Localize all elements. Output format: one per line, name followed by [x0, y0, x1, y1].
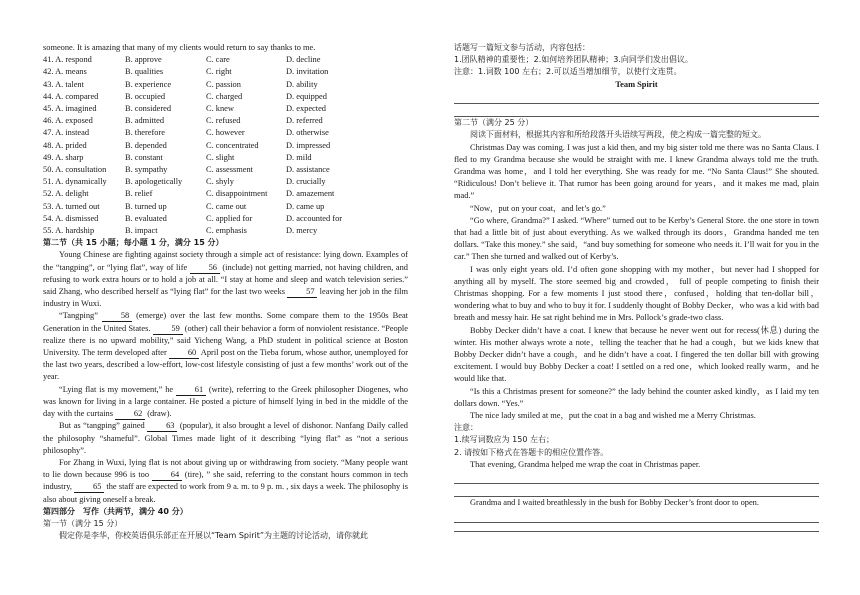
- option-row: [43, 213, 408, 225]
- option-row: [43, 176, 408, 188]
- grammar-paragraph-4: But as “tangping” gained 63 (popular), it also brought a level of dishonor. Nanfang Daily called the philosophy “shameful”. Global Times made light of it describing “lying flat” as “not a serious philosophy”.: [43, 421, 408, 455]
- blank-58[interactable]: 58: [102, 311, 132, 322]
- option-choice[interactable]: C. assessment: [206, 165, 253, 175]
- option-choice[interactable]: B. constant: [125, 152, 163, 162]
- option-choice[interactable]: 48. A. prided: [43, 140, 87, 150]
- note-item: 1.续写词数应为 150 左右；: [454, 435, 554, 445]
- note-item: 2. 请按如下格式在答题卡的相应位置作答。: [454, 447, 609, 457]
- writing-section1-prompt: 假定你是李华，你校英语俱乐部正在开展以“Team Spirit”为主题的讨论活动，请你就此: [59, 531, 369, 541]
- options-table: [43, 54, 408, 237]
- option-choice[interactable]: C. concentrated: [206, 140, 259, 150]
- writing-note: 注意：1.词数 100 左右；2.可以适当增加细节，以使行文连贯。: [454, 67, 682, 77]
- answer-line[interactable]: [454, 523, 819, 532]
- option-choice[interactable]: B. occupied: [125, 91, 166, 101]
- option-row: [43, 79, 408, 91]
- option-row: [43, 152, 408, 164]
- option-choice[interactable]: C. disappointment: [206, 189, 268, 199]
- note-title: 注意：: [454, 423, 478, 433]
- grammar-paragraph-1: Young Chinese are fighting against society through a simple act of resistance: lying down. Examples of the “tangping”, or “lying flat”, way of life 56 (include) not getting married, not having children, and refusing to work extra hours or to hold a job at all. “I stay at home and sleep and watch television series.” said Zhang, who described herself as “lying flat” for the last two weeks 57 leaving her job in the film industry in Wuxi.: [43, 250, 409, 309]
- blank-64[interactable]: 64: [152, 470, 182, 481]
- option-choice[interactable]: D. expected: [286, 104, 326, 114]
- option-row: [43, 164, 408, 176]
- story-paragraph: “Go where, Grandma?” I asked. “Where” turned out to be Kerby’s General Store. the one store in town that had a little bit of just about everything. As we walked through its doors，Grandma handed me ten dollars. “Take this money.” she said，“and buy something for someone who needs it. I’ll wait for you in the car.” Then she turned and walked out of Kerby’s.: [454, 215, 819, 262]
- writing-points: 1.团队精神的重要性；2.如何培养团队精神；3.向同学们发出倡议。: [454, 55, 693, 65]
- option-choice[interactable]: D. came up: [286, 201, 325, 211]
- option-choice[interactable]: C. knew: [206, 104, 234, 114]
- option-choice[interactable]: B. qualities: [125, 67, 164, 77]
- option-choice[interactable]: 54. A. dismissed: [43, 213, 99, 223]
- part4-heading: 第四部分 写作（共两节，满分 40 分）: [43, 506, 188, 516]
- option-choice[interactable]: C. slight: [206, 152, 235, 162]
- answer-line[interactable]: [454, 471, 819, 484]
- writing-section1-heading: 第一节（满分 15 分）: [43, 518, 123, 528]
- option-row: [43, 66, 408, 78]
- story-paragraph: Christmas Day was coming. I was just a kid then, and my big sister told me there was no Santa Claus. I fled to my Grandma because she would be straight with me. I knew Grandma always told me the truth. Grandma was home，and I told her everything. She was ready for me. “No Santa Claus!” She shouted. “Ridiculous! Don’t believe it. That rumor has been going around for years，and it makes me mad, plain mad.”: [454, 142, 819, 201]
- story-paragraph: Bobby Decker didn’t have a coat. I knew that because he never went out for recess(休息) during the winter. His mother always wrote a note，telling the teacher that he had a cough，but we kids knew that Bobby Decker didn’t have a cough，and he didn’t have a coat. I fingered the ten dollar bill with growing excitement. I would buy Bobby Decker a coat! I settled on a red one，which looked really warm，and he would like that.: [454, 325, 819, 384]
- option-choice[interactable]: D. referred: [286, 116, 323, 126]
- option-choice[interactable]: D. mercy: [286, 226, 318, 236]
- option-choice[interactable]: 46. A. exposed: [43, 116, 93, 126]
- section2-heading: 第二节（共 15 小题；每小题 1 分，满分 15 分）: [43, 238, 224, 248]
- option-choice[interactable]: B. sympathy: [125, 165, 168, 175]
- option-choice[interactable]: D. mild: [286, 152, 312, 162]
- option-choice[interactable]: B. admitted: [125, 116, 165, 126]
- grammar-paragraph-5: For Zhang in Wuxi, lying flat is not about giving up or withdrawing from society. “Many people want to lie down because 996 is too 64 (tire), ” she said, referring to the constant hours common in tech industry, 65 the staff are expected to work from 9 a. m. to 9 p. m. , six days a week. The philosophy is also about giving oneself a break.: [43, 457, 408, 504]
- writing-prompt-continued: 话题写一篇短文参与活动，内容包括：: [454, 43, 590, 52]
- option-choice[interactable]: B. turned up: [125, 201, 167, 211]
- continuation-start-2: Grandma and I waited breathlessly in the bush for Bobby Decker’s front door to open.: [470, 498, 759, 508]
- writing-section2-intro: 阅读下面材料，根据其内容和所给段落开头语续写两段，使之构成一篇完整的短文。: [470, 130, 766, 140]
- option-choice[interactable]: C. care: [206, 55, 230, 65]
- blank-63[interactable]: 63: [147, 421, 177, 432]
- option-choice[interactable]: D. accounted for: [286, 213, 343, 223]
- option-row: [43, 140, 408, 152]
- option-choice[interactable]: C. refused: [206, 116, 241, 126]
- option-choice[interactable]: C. charged: [206, 91, 243, 101]
- writing-section2-heading: 第二节（满分 25 分）: [454, 118, 534, 128]
- option-choice[interactable]: B. experience: [125, 79, 172, 89]
- option-choice[interactable]: 43. A. talent: [43, 79, 84, 89]
- option-row: [43, 225, 408, 237]
- option-row: [43, 91, 408, 103]
- option-choice[interactable]: B. approve: [125, 55, 162, 65]
- option-choice[interactable]: 53. A. turned out: [43, 201, 100, 211]
- option-choice[interactable]: 42. A. means: [43, 67, 87, 77]
- essay-title: Team Spirit: [615, 79, 658, 89]
- option-choice[interactable]: D. impressed: [286, 140, 331, 150]
- option-choice[interactable]: C. passion: [206, 79, 241, 89]
- blank-60[interactable]: 60: [169, 348, 199, 359]
- option-row: [43, 188, 408, 200]
- answer-line[interactable]: [454, 104, 819, 117]
- option-choice[interactable]: 52. A. delight: [43, 189, 89, 199]
- blank-62[interactable]: 62: [115, 409, 145, 420]
- option-row: [43, 54, 408, 66]
- option-choice[interactable]: 49. A. sharp: [43, 152, 84, 162]
- option-choice[interactable]: D. equipped: [286, 91, 327, 101]
- option-choice[interactable]: D. crucially: [286, 177, 326, 187]
- option-choice[interactable]: D. ability: [286, 79, 318, 89]
- option-choice[interactable]: 55. A. hardship: [43, 226, 95, 236]
- answer-line[interactable]: [454, 91, 819, 104]
- story-paragraph: I was only eight years old. I’d often gone shopping with my mother，but never had I shopped for anything all by myself. The store seemed big and crowded， full of people competing to finish their Christmas shopping. For a few moments I just stood there，confused，holding that ten-dollar bill，wondering what to buy and who to buy it for. I suddenly thought of Bobby Decker，who was a kid with bad breath and messy hair. He sat right behind me in Mrs. Pollock’s grade-two class.: [454, 264, 819, 323]
- story-paragraph: “Now，put on your coat，and let’s go.”: [470, 203, 606, 213]
- answer-line[interactable]: [454, 510, 819, 523]
- option-choice[interactable]: 44. A. compared: [43, 91, 99, 101]
- option-row: [43, 103, 408, 115]
- blank-59[interactable]: 59: [153, 324, 183, 335]
- story-paragraph: “Is this a Christmas present for someone?” the lady behind the counter asked kindly，as I laid my ten dollars down. “Yes.”: [454, 386, 819, 408]
- grammar-paragraph-2: “Tangping” 58 (emerge) over the last few months. Some compare them to the 1950s Beat Generation in the United States. 59 (other) call their behavior a form of nonviolent resistance. “People realize there is no upward mobility,” said Yicheng Wang, a PhD student in political science at Boston University. The term developed after 60 April post on the Tieba forum, whose author, unemployed for the last two years, described a low-effort, low-cost lifestyle consisting of just a few months’ work out of the year.: [43, 311, 408, 382]
- passage-end-line: someone. It is amazing that many of my clients would return to say thanks to me.: [43, 43, 316, 52]
- continuation-start-1: That evening, Grandma helped me wrap the coat in Christmas paper.: [470, 459, 701, 469]
- blank-61[interactable]: 61: [176, 385, 206, 396]
- option-choice[interactable]: C. came out: [206, 201, 247, 211]
- option-choice[interactable]: 50. A. consultation: [43, 165, 107, 175]
- blank-56[interactable]: 56: [190, 263, 220, 274]
- blank-57[interactable]: 57: [287, 287, 317, 298]
- option-choice[interactable]: 41. A. respond: [43, 55, 92, 65]
- option-choice[interactable]: C. however: [206, 128, 245, 138]
- option-row: [43, 201, 408, 213]
- option-row: [43, 127, 408, 139]
- option-choice[interactable]: C. right: [206, 67, 232, 77]
- option-choice[interactable]: B. depended: [125, 140, 167, 150]
- option-choice[interactable]: D. invitation: [286, 67, 329, 77]
- option-choice[interactable]: C. applied for: [206, 213, 253, 223]
- answer-line[interactable]: [454, 484, 819, 497]
- left-column: [43, 42, 408, 542]
- option-choice[interactable]: D. otherwise: [286, 128, 329, 138]
- grammar-paragraph-3: “Lying flat is my movement,” he 61 (write), referring to the Greek philosopher Diogenes, who was known for living in a large container. He posted a picture of himself lying in bed in the middle of the day with the curtains 62 (draw).: [43, 384, 408, 419]
- option-choice[interactable]: B. therefore: [125, 128, 165, 138]
- option-choice[interactable]: 45. A. imagined: [43, 104, 97, 114]
- story-paragraph: The nice lady smiled at me，put the coat in a bag and wished me a Merry Christmas.: [470, 411, 756, 421]
- right-column: [454, 42, 819, 532]
- option-row: [43, 115, 408, 127]
- option-choice[interactable]: D. amazement: [286, 189, 335, 199]
- option-choice[interactable]: B. impact: [125, 226, 158, 236]
- option-choice[interactable]: B. relief: [125, 189, 153, 199]
- option-choice[interactable]: C. emphasis: [206, 226, 247, 236]
- option-choice[interactable]: 47. A. instead: [43, 128, 90, 138]
- option-choice[interactable]: D. assistance: [286, 165, 330, 175]
- option-choice[interactable]: B. evaluated: [125, 213, 167, 223]
- option-choice[interactable]: B. considered: [125, 104, 172, 114]
- option-choice[interactable]: D. decline: [286, 55, 321, 65]
- option-choice[interactable]: 51. A. dynamically: [43, 177, 107, 187]
- option-choice[interactable]: C. shyly: [206, 177, 234, 187]
- blank-65[interactable]: 65: [74, 482, 104, 493]
- option-choice[interactable]: B. apologetically: [125, 177, 183, 187]
